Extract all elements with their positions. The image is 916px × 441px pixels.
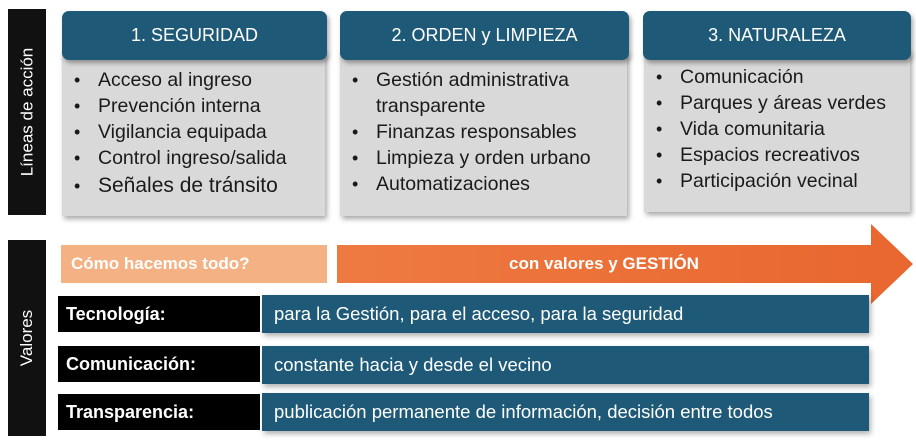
list-item: • Parques y áreas verdes <box>646 90 910 116</box>
column-seguridad-title: 1. SEGURIDAD <box>130 25 259 45</box>
list-item: • Participación vecinal <box>646 168 910 194</box>
sidebar-valores-label: Valores <box>17 309 37 367</box>
list-item: • Gestión administrativa transparente <box>342 67 626 119</box>
value-label-comunicacion <box>58 346 260 382</box>
sidebar-valores <box>8 240 46 436</box>
list-item: • Automatizaciones <box>342 171 626 197</box>
value-text-comunicacion: constante hacia y desde el vecino <box>274 354 552 375</box>
value-label-text: Transparencia: <box>66 401 195 422</box>
how-question-text: Cómo hacemos todo? <box>71 254 250 273</box>
seguridad-list <box>64 67 326 201</box>
value-bar-tecnologia <box>262 295 869 333</box>
sidebar-lineas-de-accion <box>8 9 46 215</box>
list-item: • Vigilancia equipada <box>64 119 326 145</box>
sidebar-lineas-label: Líneas de acción <box>17 47 37 177</box>
list-item: • Finanzas responsables <box>342 119 626 145</box>
value-label-text: Comunicación: <box>66 353 197 374</box>
list-item: • Limpieza y orden urbano <box>342 145 626 171</box>
list-item: • Control ingreso/salida <box>64 145 326 171</box>
list-item: • Espacios recreativos <box>646 142 910 168</box>
list-item: • Vida comunitaria <box>646 116 910 142</box>
list-item: • Acceso al ingreso <box>64 67 326 93</box>
value-label-text: Tecnología: <box>66 303 166 324</box>
how-question-box <box>61 245 327 283</box>
value-text-tecnologia: para la Gestión, para el acceso, para la seguridad <box>274 303 684 324</box>
orden-limpieza-list <box>342 67 626 197</box>
value-label-transparencia <box>58 394 260 430</box>
value-text-transparencia: publicación permanente de información, decisión entre todos <box>274 401 773 422</box>
how-answer-text-wrap <box>337 245 871 283</box>
column-naturaleza-header <box>643 11 911 60</box>
value-bar-transparencia <box>262 393 869 431</box>
column-seguridad-header <box>62 11 327 60</box>
list-item: • Señales de tránsito <box>64 171 326 201</box>
values-arrow <box>337 224 913 304</box>
value-label-tecnologia <box>58 296 260 332</box>
column-orden-limpieza-title: 2. ORDEN y LIMPIEZA <box>391 25 578 45</box>
column-naturaleza-title: 3. NATURALEZA <box>708 25 846 45</box>
column-orden-limpieza-header <box>340 11 629 60</box>
naturaleza-list <box>646 64 910 194</box>
list-item: • Comunicación <box>646 64 910 90</box>
list-item: • Prevención interna <box>64 93 326 119</box>
value-bar-comunicacion <box>262 346 869 384</box>
how-answer-text: con valores y GESTIÓN <box>509 254 699 273</box>
